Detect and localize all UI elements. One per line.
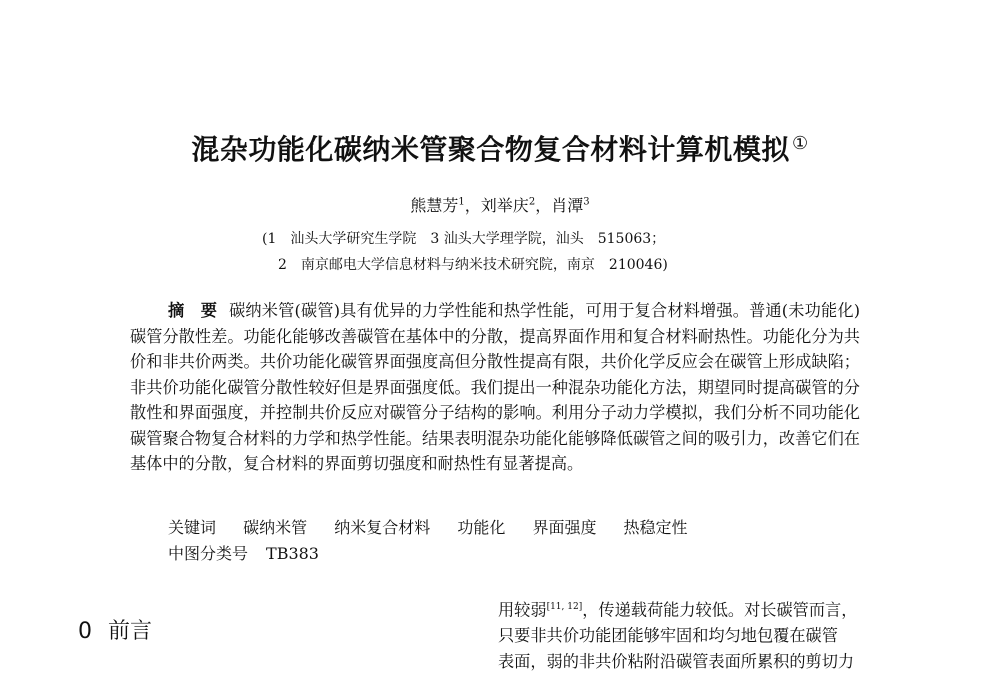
- abstract-label: 摘 要: [168, 301, 218, 320]
- keywords-label: 关键词: [168, 518, 217, 537]
- body-text-line: [498, 594, 918, 623]
- author-affiliation-mark: 3: [583, 196, 590, 208]
- affiliation-line-1: (1 汕头大学研究生学院 3 汕头大学理学院，汕头 515063；: [262, 231, 666, 247]
- author-name: 刘举庆: [480, 196, 529, 215]
- section-number: 0: [78, 619, 92, 644]
- citation-ref: [11, 12]: [546, 602, 583, 612]
- title-footnote-mark: ①: [791, 132, 809, 154]
- author-separator: ，: [464, 196, 481, 215]
- keywords-line: [168, 515, 688, 538]
- author-list: [0, 193, 1000, 216]
- keyword-item: 热稳定性: [623, 518, 688, 537]
- author-name: 熊慧芳: [410, 196, 459, 215]
- paper-title: [0, 128, 1000, 168]
- keyword-item: 纳米复合材料: [334, 518, 431, 537]
- title-text: 混杂功能化碳纳米管聚合物复合材料计算机模拟: [191, 133, 790, 166]
- section-heading: [78, 614, 152, 645]
- body-text-line: 只要非共价功能团能够牢固和均匀地包覆在碳管: [498, 626, 838, 646]
- classification-label: 中图分类号: [168, 544, 249, 563]
- keyword-item: 碳纳米管: [243, 518, 308, 537]
- classification-code: TB383: [266, 544, 319, 563]
- section-title: 前言: [108, 619, 153, 644]
- author-separator: ，: [535, 196, 552, 215]
- classification-line: [168, 541, 319, 564]
- author-name: 肖潭: [551, 196, 584, 215]
- keyword-item: 功能化: [457, 518, 506, 537]
- keyword-item: 界面强度: [532, 518, 597, 537]
- abstract-text: 碳纳米管(碳管)具有优异的力学性能和热学性能，可用于复合材料增强。普通(未功能化)碳管分散性差。功能化能够改善碳管在基体中的分散，提高界面作用和复合材料耐热性。功能化分为共价和非共价两类。共价功能化碳管界面强度高但分散性提高有限，共价化学反应会在碳管上形成缺陷；非共价功能化碳管分散性较好但是界面强度低。我们提出一种混杂功能化方法，期望同时提高碳管的分散性和界面强度，并控制共价反应对碳管分子结构的影响。利用分子动力学模拟，我们分析不同功能化碳管聚合物复合材料的力学和热学性能。结果表明混杂功能化能够降低碳管之间的吸引力，改善它们在基体中的分散，复合材料的界面剪切强度和耐热性有显著提高。: [130, 301, 861, 473]
- affiliation-line-2: 2 南京邮电大学信息材料与纳米技术研究院，南京 210046): [278, 257, 668, 273]
- author-affiliation-mark: 2: [528, 196, 536, 208]
- body-text-fragment: 用较弱: [498, 600, 547, 620]
- abstract-paragraph: [130, 298, 860, 477]
- body-text-line: 表面，弱的非共价粘附沿碳管表面所累积的剪切力: [498, 652, 855, 672]
- right-column-text: [498, 594, 918, 675]
- author-affiliation-mark: 1: [458, 196, 465, 208]
- body-text-fragment: ，传递载荷能力较低。对长碳管而言，: [582, 600, 858, 620]
